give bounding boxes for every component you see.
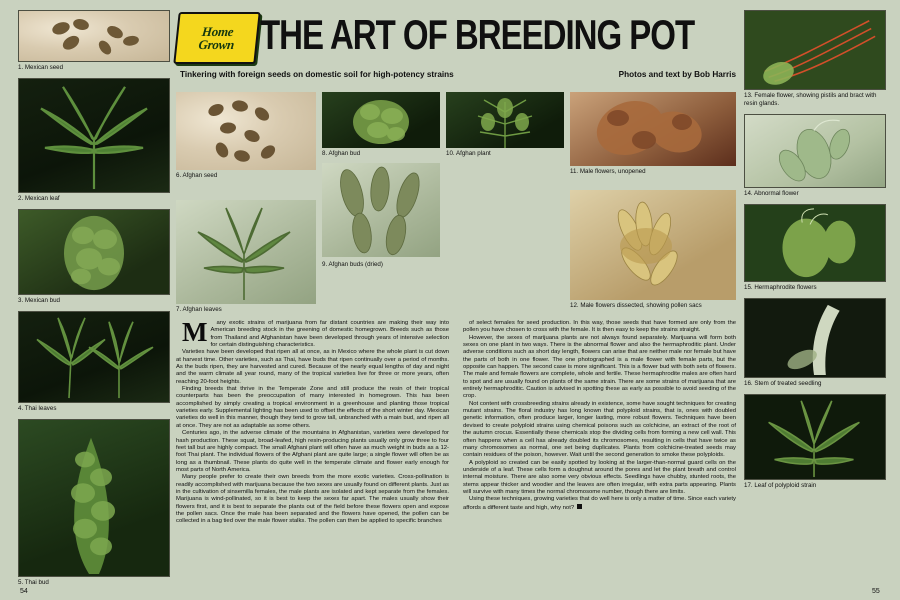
paragraph <box>463 496 736 512</box>
masthead <box>176 8 736 86</box>
drop-cap: M <box>182 317 208 347</box>
figure-13 <box>744 10 886 108</box>
photo-male-flowers-dissected <box>570 190 736 300</box>
figure-8 <box>322 92 440 257</box>
figure-caption: 8. Afghan bud <box>322 150 361 157</box>
right-photo-column <box>744 10 886 496</box>
photo-afghan-bud <box>322 92 440 148</box>
paragraph <box>176 317 449 349</box>
figure-caption: 6. Afghan seed <box>176 172 218 179</box>
figure-caption: 3. Mexican bud <box>18 297 60 304</box>
homegrown-logo <box>173 12 260 64</box>
article-body <box>176 317 736 588</box>
figure-caption: 11. Male flowers, unopened <box>570 168 646 175</box>
figure-10 <box>446 92 564 158</box>
photo-afghan-leaves <box>176 200 316 304</box>
figure-caption: 9. Afghan buds (dried) <box>322 261 383 268</box>
figure-caption: 14. Abnormal flower <box>744 190 799 197</box>
page-number-right: 55 <box>872 588 880 595</box>
article-column-2 <box>463 320 736 526</box>
paragraph-text: any exotic strains of marijuana from far distant countries are making their way into American breeding stock in the greening of domestic homegrown. Breeds such as those from Thailand and Afghanistan have been developed through years of intensive selection for certain distinguishing characteristics. <box>210 320 449 349</box>
figure-3 <box>18 209 170 305</box>
figure-14 <box>744 114 886 198</box>
figure-5 <box>18 419 170 587</box>
photo-stem-treated-seedling <box>744 298 886 378</box>
page-title: THE ART OF BREEDING POT <box>260 11 695 58</box>
figure-11 <box>570 92 736 176</box>
photo-hermaphrodite-flowers <box>744 204 886 282</box>
photo-abnormal-flower <box>744 114 886 188</box>
photo-afghan-buds-dried <box>322 163 440 257</box>
figure-9-caption-holder <box>322 259 440 269</box>
figure-17 <box>744 394 886 490</box>
figure-caption: 1. Mexican seed <box>18 64 64 71</box>
photo-leaf-polyploid-strain <box>744 394 886 480</box>
paragraph: Many people prefer to create their own breeds from the more exotic varieties. Cross-pollination is readily accomplished with marijuana because the two sexes are usually found on different plants. Just as in the cultivation of sinsemilla females, the male plants are isolated and kept separate from the females. Marijuana is wind-pollinated, so it is best to keep the sexes far apart. The males usually show their flowers first, and it is best to separate the plants out of the field before these flowers open and expose the pollen sacs. Once the male has been separated and the flowers have opened, the pollen can be collected in a bag tied over the male flower stalks. The pollen can then be applied to specific branches <box>176 474 449 525</box>
figure-caption: 15. Hermaphrodite flowers <box>744 284 817 291</box>
figure-caption: 4. Thai leaves <box>18 405 57 412</box>
figure-caption: 5. Thai bud <box>18 579 49 586</box>
page-number-left: 54 <box>20 588 28 595</box>
logo-line-1: Home <box>201 24 235 39</box>
paragraph: Centuries ago, in the adverse climate of the mountains in Afghanistan, varieties were developed for hash production. These squat, broad-leafed, high resin-producing plants usually only grow three to four feet tall but are highly compact. The small Afghani plant will often have as much weight in buds as a 12-foot Thai plant. The individual flowers of the Afghani plant are quite large; a single flower will often be as long as a thumbnail. These plants do quite well in the temperate climate and flower early enough for most parts of North America. <box>176 430 449 473</box>
figure-16 <box>744 298 886 388</box>
paragraph: of select females for seed production. In this way, those seeds that have formed are only from the pollen you have chosen to cross with the female. It is then easy to keep the strains straight. <box>463 320 736 334</box>
figure-caption: 2. Mexican leaf <box>18 195 60 202</box>
paragraph: A polyploid so created can be easily spotted by looking at the larger-than-normal guard cells on the underside of a leaf. These cells form a doughnut around the pores and let the plant breath and control internal moisture. There are also some very obvious effects. Seedlings have chubby, stunted roots, the stems appear thicker and woodier and the leaves are often irregular, with extra parts appearing. Plants will survive with many times the normal chromosome number, though there are limits. <box>463 459 736 495</box>
end-mark <box>577 504 582 509</box>
figure-caption: 13. Female flower, showing pistils and bract with resin glands. <box>744 92 877 107</box>
figure-7 <box>176 200 316 314</box>
paragraph: Not content with crossbreeding strains already in existence, some have sought techniques for creating mutant strains. The floral industry has long known that polyploid strains, that is, ones with doubled genetic information, often produce larger, longer lasting, more robust flowers. Techniques have been devised to create polyploid strains using chemical poisons such as colchicine, an extract of the root of the autumn crocus. Essentially these chemicals stop the dividing cells from forming a new cell wall. This often happens when a cell has already doubled its chromosomes, resulting in cells that have twice as many chromosomes as normal, one set being duplicates. Plants from colchicine-treated seeds may contain residues of the poison, however. Wait until the second generation to smoke these polyploids. <box>463 400 736 459</box>
photo-thai-bud <box>18 419 170 577</box>
figure-2 <box>18 78 170 203</box>
photo-mexican-bud <box>18 209 170 295</box>
figure-caption: 16. Stem of treated seedling <box>744 380 822 387</box>
article-column-1 <box>176 317 449 526</box>
deck-line <box>180 70 736 79</box>
figure-caption: 12. Male flowers dissected, showing pollen sacs <box>570 302 702 309</box>
photo-mexican-seed <box>18 10 170 62</box>
photo-female-flower <box>744 10 886 90</box>
left-photo-column <box>18 10 170 593</box>
figure-caption: 10. Afghan plant <box>446 150 491 157</box>
paragraph: Finding breeds that thrive in the Temperate Zone and still produce the resin of their tropical counterparts has been the preoccupation of many interested in homegrown. This has been accomplished by simply creating a tropical environment in a greenhouse and planting those tropical varieties early. Supplemental lighting has been used to offset the effects of the short winter day. Mexican varieties do well in this manner, though they tend to grow tall, unbranched with a main bud, and ripen all at once. They are not as adaptable as some others. <box>176 386 449 429</box>
figure-4 <box>18 311 170 413</box>
paragraph-text: Using these techniques, growing varieties that do well here is only a matter of time. Since each variety affords a different taste and high, why not? <box>463 496 736 511</box>
figure-15 <box>744 204 886 292</box>
photo-afghan-plant <box>446 92 564 148</box>
paragraph: Varieties have been developed that ripen all at once, as in Mexico where the whole plant is cut down at harvest time. Other varieties, such as Thai, have buds that ripen continually over a period of months. As the buds ripen, they are harvested and cured. Because of the nearly equal lengths of day and night and the warm climate all year round, many of the tropical varieties live for three or more years, often reaching 20-foot heights. <box>176 349 449 385</box>
figure-caption: 7. Afghan leaves <box>176 306 222 313</box>
logo-line-2: Grown <box>197 37 235 52</box>
figure-1 <box>18 10 170 72</box>
figure-12 <box>570 190 736 310</box>
article-credit: Photos and text by Bob Harris <box>618 70 736 79</box>
figure-6 <box>176 92 316 180</box>
article-deck: Tinkering with foreign seeds on domestic soil for high-potency strains <box>180 70 454 79</box>
photo-thai-leaves <box>18 311 170 403</box>
paragraph: However, the sexes of marijuana plants are not always found separately. Marijuana will form both sexes on one plant in two ways. There is the abnormal flower and also the hermaphroditic plant. Under adverse conditions such as short day length, flowers can arise that are neither male nor female but have the parts of both in one flower. The one photographed is a male flower with female parts, but the opposite can happen. The second case is more significant. This is a flower bud with both sets of flowers. The male and female flowers are complete, whole and fertile. These hermaphrodite males are often hard to spot and are usually found on plants of the same strain. There are some strains of marijuana that are entirely hermaphroditic. Caution is advised in spotting these as early as possible to avoid seeding of the crop. <box>463 334 736 400</box>
figure-caption: 17. Leaf of polyploid strain <box>744 482 817 489</box>
photo-mexican-leaf <box>18 78 170 193</box>
photo-male-flowers-unopened <box>570 92 736 166</box>
photo-afghan-seed <box>176 92 316 170</box>
